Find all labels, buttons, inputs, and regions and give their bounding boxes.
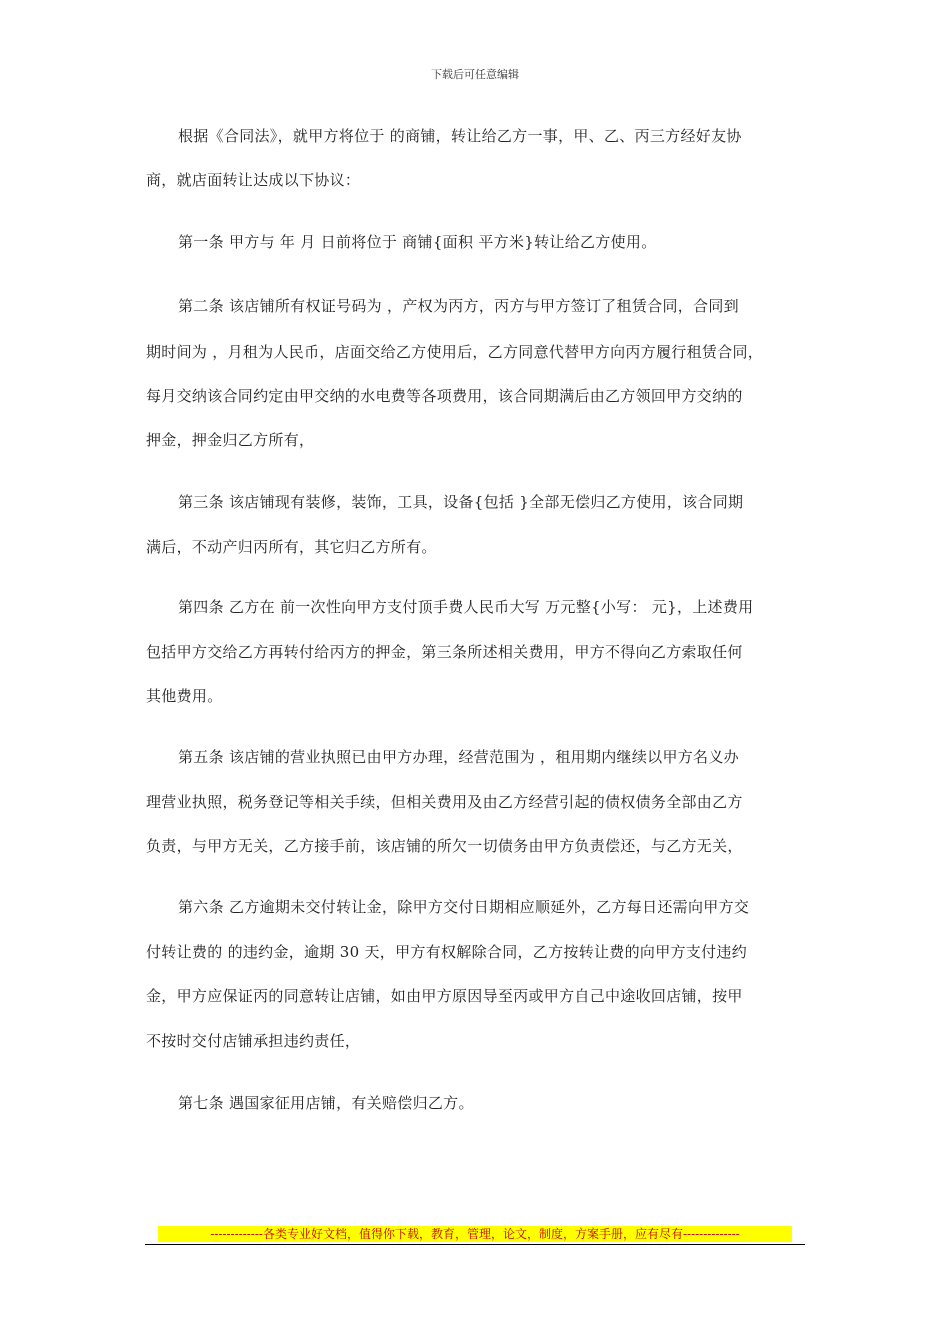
article-3-line: 第三条 该店铺现有装修，装饰，工具，设备{包括 }全部无偿归乙方使用，该合同期: [178, 493, 744, 511]
article-5-line: 负责，与甲方无关，乙方接手前，该店铺的所欠一切债务由甲方负责偿还，与乙方无关，: [146, 837, 743, 855]
article-2-line: 期时间为 ，月租为人民币，店面交给乙方使用后，乙方同意代替甲方向丙方履行租赁合同，: [146, 343, 764, 361]
article-6-line: 付转让费的 的违约金，逾期 30 天，甲方有权解除合同，乙方按转让费的向甲方支付违约: [146, 943, 747, 961]
paragraph-line: 根据《合同法》，就甲方将位于 的商铺，转让给乙方一事，甲、乙、丙三方经好友协: [178, 127, 742, 145]
article-1-line: 第一条 甲方与 年 月 日前将位于 商铺{面积 平方米}转让给乙方使用。: [178, 233, 657, 251]
footer-banner: -------------各类专业好文档，值得你下载，教育，管理，论文，制度，方案手册，应有尽有--------------: [158, 1226, 792, 1242]
article-3-line: 满后，不动产归丙所有，其它归乙方所有。: [146, 538, 437, 556]
paragraph-line: 商，就店面转让达成以下协议：: [146, 171, 361, 189]
footer-divider: [145, 1244, 805, 1245]
article-2-line: 押金，押金归乙方所有，: [146, 431, 315, 449]
article-4-line: 第四条 乙方在 前一次性向甲方支付顶手费人民币大写 万元整{小写： 元}，上述费用: [178, 598, 754, 616]
article-2-line: 每月交纳该合同约定由甲交纳的水电费等各项费用，该合同期满后由乙方领回甲方交纳的: [146, 387, 743, 405]
article-4-line: 包括甲方交给乙方再转付给丙方的押金，第三条所述相关费用，甲方不得向乙方索取任何: [146, 643, 743, 661]
header-note: 下载后可任意编辑: [431, 68, 519, 81]
article-6-line: 第六条 乙方逾期未交付转让金，除甲方交付日期相应顺延外，乙方每日还需向甲方交: [178, 898, 750, 916]
article-4-line: 其他费用。: [146, 687, 223, 705]
article-6-line: 金，甲方应保证丙的同意转让店铺，如由甲方原因导至丙或甲方自己中途收回店铺，按甲: [146, 987, 743, 1005]
article-5-line: 理营业执照，税务登记等相关手续，但相关费用及由乙方经营引起的债权债务全部由乙方: [146, 793, 743, 811]
article-2-line: 第二条 该店铺所有权证号码为 ，产权为丙方，丙方与甲方签订了租赁合同，合同到: [178, 297, 739, 315]
article-6-line: 不按时交付店铺承担违约责任，: [146, 1032, 361, 1050]
article-7-line: 第七条 遇国家征用店铺，有关赔偿归乙方。: [178, 1094, 474, 1112]
article-5-line: 第五条 该店铺的营业执照已由甲方办理，经营范围为 ，租用期内继续以甲方名义办: [178, 748, 739, 766]
